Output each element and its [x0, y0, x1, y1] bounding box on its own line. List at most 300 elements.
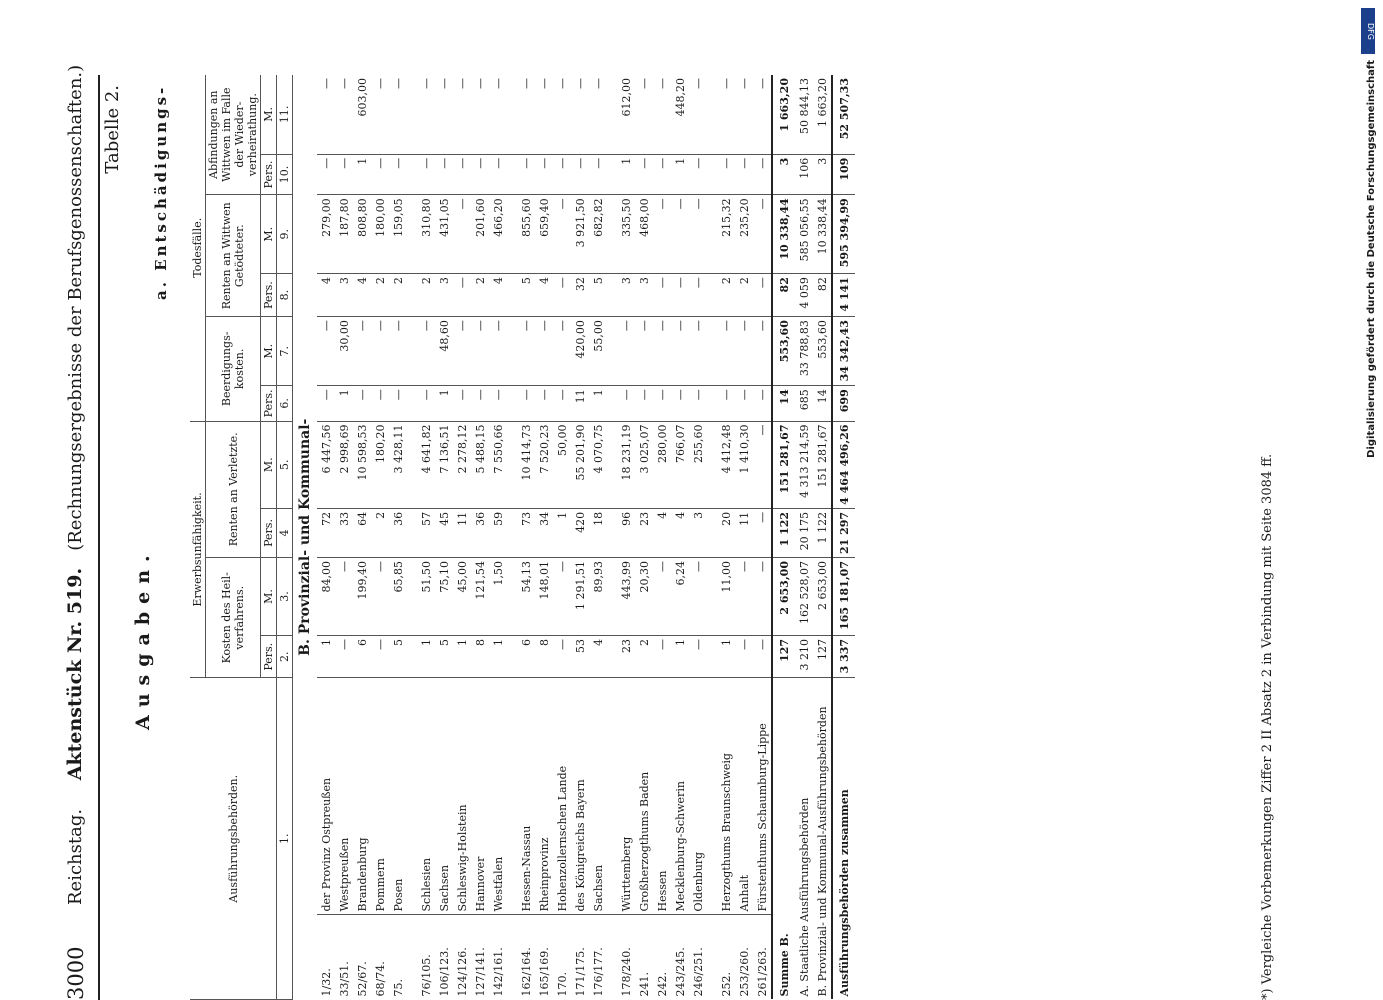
cell-c5: 2 998,69	[335, 421, 353, 508]
cell-c10: —	[589, 154, 607, 195]
cell-c4	[607, 508, 617, 557]
cell-c10: —	[417, 154, 435, 195]
cell-c11: 448,20	[671, 75, 689, 154]
cell-c5: 4 412,48	[717, 421, 735, 508]
cell-c7	[607, 317, 617, 386]
cell-c3: —	[371, 558, 389, 636]
cell-c10: —	[471, 154, 489, 195]
cell-c10: —	[735, 154, 753, 195]
cell-c5: 280,00	[653, 421, 671, 508]
cell-c3: 20,30	[635, 558, 653, 636]
cell-c9: 659,40	[535, 195, 553, 274]
authority-name: Sachsen	[435, 678, 453, 915]
pers-header: Pers.	[261, 635, 277, 678]
authority-name: Posen	[389, 678, 407, 915]
authority-name: Westfalen	[489, 678, 507, 915]
cell-c7: —	[353, 317, 371, 386]
col-num: 4	[277, 508, 293, 557]
cell-c8: 2	[471, 274, 489, 317]
authority-name: Rheinprovinz	[535, 678, 553, 915]
col-num: 5.	[277, 421, 293, 508]
cell-c5: 1 410,30	[735, 421, 753, 508]
col-num: 1.	[277, 678, 293, 1000]
cell-c11: 50 844,13	[795, 75, 813, 154]
row-number: 52/67.	[355, 961, 369, 997]
cell-c9: 10 338,44	[813, 195, 832, 274]
cell-c10: —	[653, 154, 671, 195]
summe-b-row	[772, 75, 795, 1000]
table-row	[353, 75, 371, 1000]
cell-c8: 4 141	[832, 274, 855, 317]
digitization-credit: Digitalisierung gefördert durch die Deutsche Forschungsgemeinschaft	[1366, 60, 1377, 458]
row-number: 170.	[555, 972, 569, 997]
col-num: 3.	[277, 558, 293, 636]
beerdigung-header: Beerdigungs-kosten.	[206, 317, 261, 421]
cell-c11: —	[635, 75, 653, 154]
summary-row	[795, 75, 813, 1000]
cell-c3: 2 653,00	[772, 558, 795, 636]
cell-c2: —	[553, 635, 571, 678]
col-num: 2.	[277, 635, 293, 678]
table-row	[653, 75, 671, 1000]
cell-c11: —	[735, 75, 753, 154]
table-row	[635, 75, 653, 1000]
cell-c5: 7 136,51	[435, 421, 453, 508]
authority-name	[707, 678, 717, 915]
row-number: 127/141.	[473, 947, 487, 997]
cell-c4: 45	[435, 508, 453, 557]
cell-c2: 6	[353, 635, 371, 678]
authority-name	[607, 678, 617, 915]
row-number: 246/251.	[691, 947, 705, 997]
cell-c5: 10 414,73	[517, 421, 535, 508]
authority-name: Mecklenburg-Schwerin	[671, 678, 689, 915]
cell-c7: —	[717, 317, 735, 386]
cell-c7: —	[535, 317, 553, 386]
table-row	[671, 75, 689, 1000]
cell-c9: —	[753, 195, 772, 274]
cell-c7: —	[753, 317, 772, 386]
cell-c10	[707, 154, 717, 195]
cell-c8: —	[553, 274, 571, 317]
authority-name: Ausführungsbehörden zusammen	[832, 678, 855, 1000]
cell-c4	[407, 508, 417, 557]
cell-c2	[707, 635, 717, 678]
cell-c4: 23	[635, 508, 653, 557]
cell-c11: 1 663,20	[813, 75, 832, 154]
cell-c9: 585 056,55	[795, 195, 813, 274]
cell-c5	[407, 421, 417, 508]
cell-c3: 199,40	[353, 558, 371, 636]
cell-c2: —	[335, 635, 353, 678]
cell-c8	[507, 274, 517, 317]
cell-c7: —	[689, 317, 707, 386]
cell-c4: 59	[489, 508, 507, 557]
table-row	[453, 75, 471, 1000]
cell-c8	[707, 274, 717, 317]
col-num: 6.	[277, 386, 293, 421]
cell-c11: —	[571, 75, 589, 154]
cell-c3: 148,01	[535, 558, 553, 636]
cell-c10: —	[535, 154, 553, 195]
cell-c6	[707, 386, 717, 421]
mark-header: M.	[261, 195, 277, 274]
cell-c6: —	[417, 386, 435, 421]
cell-c6: —	[717, 386, 735, 421]
cell-c6: 685	[795, 386, 813, 421]
cell-c4: —	[753, 508, 772, 557]
cell-c11: —	[717, 75, 735, 154]
cell-c8: 5	[517, 274, 535, 317]
cell-c8: —	[753, 274, 772, 317]
cell-c6: 14	[772, 386, 795, 421]
summary-row	[813, 75, 832, 1000]
cell-c3: 1 291,51	[571, 558, 589, 636]
cell-c8: —	[453, 274, 471, 317]
cell-c7: —	[417, 317, 435, 386]
authority-header: Ausführungsbehörden.	[190, 678, 277, 1000]
cell-c5	[507, 421, 517, 508]
cell-c6: —	[671, 386, 689, 421]
cell-c3: 165 181,07	[832, 558, 855, 636]
cell-c6: —	[535, 386, 553, 421]
cell-c9: 335,50	[617, 195, 635, 274]
cell-c7: —	[317, 317, 335, 386]
authority-name: Herzogthums Braunschweig	[717, 678, 735, 915]
cell-c9: 682,82	[589, 195, 607, 274]
cell-c9: —	[671, 195, 689, 274]
table-row	[317, 75, 335, 1000]
cell-c2: —	[753, 635, 772, 678]
cell-c8: 2	[417, 274, 435, 317]
title-main: Aktenstück Nr. 519.	[64, 567, 86, 781]
section-b-row	[293, 75, 318, 1000]
cell-c4: 21 297	[832, 508, 855, 557]
dfg-logo: DFG	[1361, 8, 1375, 54]
cell-c5: 2 278,12	[453, 421, 471, 508]
cell-c5: 151 281,67	[813, 421, 832, 508]
mark-header: M.	[261, 558, 277, 636]
title-sub: (Rechnungsergebnisse der Berufsgenossenschaften.)	[65, 64, 86, 551]
cell-c4: 4	[671, 508, 689, 557]
row-number	[607, 915, 617, 1000]
cell-c2: 53	[571, 635, 589, 678]
cell-c2	[407, 635, 417, 678]
cell-c6: —	[617, 386, 635, 421]
table-row	[389, 75, 407, 1000]
col-num: 7.	[277, 317, 293, 386]
mark-header: M.	[261, 317, 277, 386]
cell-c6: 699	[832, 386, 855, 421]
cell-c3: 89,93	[589, 558, 607, 636]
authority-name: Sachsen	[589, 678, 607, 915]
table-row	[707, 75, 717, 1000]
cell-c2: 1	[417, 635, 435, 678]
page-title	[64, 65, 86, 905]
cell-c5: 151 281,67	[772, 421, 795, 508]
cell-c9: 3 921,50	[571, 195, 589, 274]
cell-c2: 3 210	[795, 635, 813, 678]
authority-name: Württemberg	[617, 678, 635, 915]
cell-c3: —	[689, 558, 707, 636]
cell-c7: —	[617, 317, 635, 386]
row-number: 252.	[719, 972, 733, 997]
authority-name: Hohenzollernschen Lande	[553, 678, 571, 915]
row-number: 76/105.	[419, 954, 433, 997]
cell-c4: 3	[689, 508, 707, 557]
cell-c9: 808,80	[353, 195, 371, 274]
cell-c3: 162 528,07	[795, 558, 813, 636]
cell-c9	[507, 195, 517, 274]
cell-c5: 7 520,23	[535, 421, 553, 508]
cell-c8: 2	[371, 274, 389, 317]
authority-name: Hannover	[471, 678, 489, 915]
row-number: 75.	[391, 979, 405, 997]
cell-c4: 20 175	[795, 508, 813, 557]
table-row	[589, 75, 607, 1000]
cell-c9: 468,00	[635, 195, 653, 274]
authority-name: Summe B.	[772, 678, 795, 1000]
cell-c10	[407, 154, 417, 195]
cell-c2: 1	[489, 635, 507, 678]
cell-c4: 1 122	[772, 508, 795, 557]
table-row	[535, 75, 553, 1000]
cell-c3: 6,24	[671, 558, 689, 636]
cell-c9	[607, 195, 617, 274]
cell-c2: 1	[671, 635, 689, 678]
cell-c8	[407, 274, 417, 317]
cell-c8: 4	[489, 274, 507, 317]
cell-c5: 5 488,15	[471, 421, 489, 508]
cell-c11: —	[535, 75, 553, 154]
authority-name: Großherzogthums Baden	[635, 678, 653, 915]
cell-c4: 36	[389, 508, 407, 557]
cell-c10: —	[389, 154, 407, 195]
cell-c4: 4	[653, 508, 671, 557]
cell-c10: —	[317, 154, 335, 195]
footnote: *) Vergleiche Vorbemerkungen Ziffer 2 II Absatz 2 in Verbindung mit Seite 3084 ff.	[1260, 453, 1275, 1000]
title-left: Reichstag.	[65, 808, 86, 905]
cell-c8: 5	[589, 274, 607, 317]
cell-c9: 159,05	[389, 195, 407, 274]
cell-c3	[707, 558, 717, 636]
cell-c11: —	[589, 75, 607, 154]
cell-c4: 64	[353, 508, 371, 557]
authority-name: A. Staatliche Ausführungsbehörden	[797, 797, 811, 997]
col-num: 10.	[277, 154, 293, 195]
cell-c10: —	[489, 154, 507, 195]
cell-c9	[707, 195, 717, 274]
cell-c7: —	[453, 317, 471, 386]
table-body	[293, 75, 856, 1000]
cell-c7: 34 342,43	[832, 317, 855, 386]
cell-c7: —	[471, 317, 489, 386]
pers-header: Pers.	[261, 274, 277, 317]
cell-c2: 23	[617, 635, 635, 678]
cell-c11: 603,00	[353, 75, 371, 154]
cell-c3	[607, 558, 617, 636]
verletzte-header: Renten an Verletzte.	[206, 421, 261, 557]
cell-c11	[507, 75, 517, 154]
header-rule	[98, 75, 100, 1000]
cell-c9: —	[453, 195, 471, 274]
cell-c7: —	[671, 317, 689, 386]
cell-c9: 180,00	[371, 195, 389, 274]
cell-c4: 57	[417, 508, 435, 557]
row-number: 261/263.	[755, 947, 769, 997]
cell-c7	[707, 317, 717, 386]
cell-c8	[607, 274, 617, 317]
cell-c7: 420,00	[571, 317, 589, 386]
table-row	[517, 75, 535, 1000]
cell-c3: 51,50	[417, 558, 435, 636]
cell-c7: —	[553, 317, 571, 386]
cell-c11: —	[389, 75, 407, 154]
cell-c10: —	[435, 154, 453, 195]
cell-c10: —	[371, 154, 389, 195]
cell-c7: —	[517, 317, 535, 386]
erwerb-header: Erwerbsunfähigkeit.	[190, 421, 206, 678]
cell-c5: 6 447,56	[317, 421, 335, 508]
table-row	[717, 75, 735, 1000]
cell-c9: 10 338,44	[772, 195, 795, 274]
cell-c6: —	[735, 386, 753, 421]
cell-c6: —	[653, 386, 671, 421]
page-number: 3000	[64, 946, 88, 1000]
cell-c10: 1	[671, 154, 689, 195]
cell-c2: —	[653, 635, 671, 678]
cell-c11: —	[317, 75, 335, 154]
cell-c4: 420	[571, 508, 589, 557]
table-row	[417, 75, 435, 1000]
cell-c3: —	[753, 558, 772, 636]
row-number: 171/175.	[573, 947, 587, 997]
cell-c8: 4	[317, 274, 335, 317]
cell-c8: 32	[571, 274, 589, 317]
cell-c8: 2	[389, 274, 407, 317]
cell-c5: 55 201,90	[571, 421, 589, 508]
row-number	[707, 915, 717, 1000]
cell-c4: 1 122	[813, 508, 832, 557]
table-row	[571, 75, 589, 1000]
cell-c5: 4 070,75	[589, 421, 607, 508]
cell-c5: 766,07	[671, 421, 689, 508]
cell-c10: 106	[795, 154, 813, 195]
cell-c10: 109	[832, 154, 855, 195]
cell-c4: 11	[453, 508, 471, 557]
cell-c11: —	[489, 75, 507, 154]
cell-c9: 187,80	[335, 195, 353, 274]
authority-name: B. Provinzial- und Kommunal-Ausführungsbehörden	[815, 706, 829, 997]
cell-c2	[507, 635, 517, 678]
cell-c9: 466,20	[489, 195, 507, 274]
cell-c11: —	[453, 75, 471, 154]
col-num: 8.	[277, 274, 293, 317]
cell-c7: —	[653, 317, 671, 386]
cell-c10: —	[753, 154, 772, 195]
cell-c7: 553,60	[813, 317, 832, 386]
tod-header: Todesfälle.	[190, 75, 206, 421]
cell-c10: —	[335, 154, 353, 195]
row-number: 165/169.	[537, 947, 551, 997]
cell-c11: —	[417, 75, 435, 154]
cell-c4: 96	[617, 508, 635, 557]
cell-c11: —	[371, 75, 389, 154]
cell-c6: —	[371, 386, 389, 421]
cell-c5: 4 641,82	[417, 421, 435, 508]
cell-c9: —	[553, 195, 571, 274]
cell-c5: —	[753, 421, 772, 508]
row-number: 68/74.	[373, 961, 387, 997]
cell-c2: 8	[535, 635, 553, 678]
table-row	[489, 75, 507, 1000]
authority-name: der Provinz Ostpreußen	[317, 678, 335, 915]
row-number	[407, 915, 417, 1000]
cell-c6: —	[453, 386, 471, 421]
authority-name: Pommern	[371, 678, 389, 915]
cell-c6: 11	[571, 386, 589, 421]
cell-c8: 4	[535, 274, 553, 317]
cell-c2: 5	[389, 635, 407, 678]
cell-c8: 2	[735, 274, 753, 317]
cell-c5	[607, 421, 617, 508]
mark-header: M.	[261, 75, 277, 154]
row-number: 1/32.	[319, 968, 333, 997]
abfindungen-header: Abfindungen an Wittwen im Falle der Wieder-verheirathung.	[206, 75, 261, 195]
pers-header: Pers.	[261, 386, 277, 421]
cell-c4: 36	[471, 508, 489, 557]
cell-c3: —	[653, 558, 671, 636]
cell-c6: —	[553, 386, 571, 421]
cell-c5: 180,20	[371, 421, 389, 508]
cell-c7: —	[635, 317, 653, 386]
row-number: 241.	[637, 972, 651, 997]
table-row	[507, 75, 517, 1000]
cell-c6: 1	[335, 386, 353, 421]
cell-c10: —	[453, 154, 471, 195]
cell-c3: 1,50	[489, 558, 507, 636]
cell-c11: —	[753, 75, 772, 154]
cell-c3: —	[735, 558, 753, 636]
cell-c2: —	[371, 635, 389, 678]
cell-c3: 75,10	[435, 558, 453, 636]
cell-c6: 14	[813, 386, 832, 421]
cell-c6: —	[635, 386, 653, 421]
table-row	[553, 75, 571, 1000]
table-row	[371, 75, 389, 1000]
cell-c6: —	[517, 386, 535, 421]
table-row	[607, 75, 617, 1000]
header-row-1	[190, 75, 206, 1000]
cell-c4	[707, 508, 717, 557]
cell-c10: 1	[353, 154, 371, 195]
section-b-title: B. Provinzial- und Kommunal-	[297, 418, 313, 656]
cell-c10: —	[635, 154, 653, 195]
authority-name: des Königreichs Bayern	[571, 678, 589, 915]
cell-c3: 54,13	[517, 558, 535, 636]
row-number: 106/123.	[437, 947, 451, 997]
page-header	[60, 64, 100, 1000]
column-number-row	[277, 75, 293, 1000]
row-number: 142/161.	[491, 947, 505, 997]
cell-c6: 1	[435, 386, 453, 421]
cell-c9: 431,05	[435, 195, 453, 274]
cell-c5: 4 313 214,59	[795, 421, 813, 508]
cell-c10: —	[517, 154, 535, 195]
cell-c11: —	[653, 75, 671, 154]
table-row	[689, 75, 707, 1000]
table-row	[735, 75, 753, 1000]
